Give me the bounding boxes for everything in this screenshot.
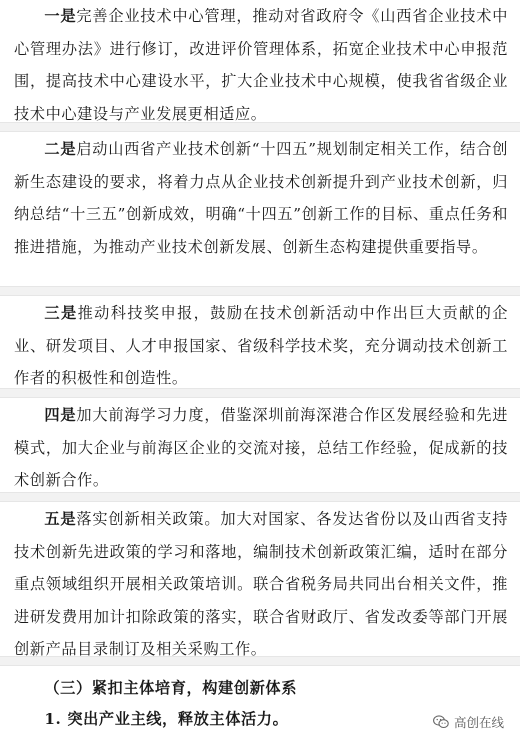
paragraph-5 bbox=[14, 503, 508, 666]
paragraph-3 bbox=[14, 297, 508, 395]
paragraph-lead: 四是 bbox=[44, 406, 77, 424]
paragraph-text: 加大前海学习力度，借鉴深圳前海深港合作区发展经验和先进模式，加大企业与前海区企业的交流对接，总结工作经验，促成新的技术创新合作。 bbox=[14, 406, 509, 489]
paragraph-lead: 一是 bbox=[44, 7, 77, 25]
watermark-text: 高创在线 bbox=[453, 715, 504, 730]
paragraph-text: 落实创新相关政策。加大对国家、各发达省份以及山西省支持技术创新先进政策的学习和落地，编制技术创新政策汇编，适时在部分重点领域组织开展相关政策培训。联合省税务局共同出台相关文件，推进研发费用加计扣除政策的落实，联合省财政厅、省发改委等部门开展创新产品目录制订及相关采购工作。 bbox=[14, 510, 509, 658]
paragraph-text: 推动科技奖申报，鼓励在技术创新活动中作出巨大贡献的企业、研发项目、人才申报国家、省级科学技术奖，充分调动技术创新工作者的积极性和创造性。 bbox=[14, 304, 508, 387]
paragraph-1 bbox=[14, 0, 508, 130]
paragraph-text: 启动山西省产业技术创新“十四五”规划制定相关工作，结合创新生态建设的要求，将着力点从企业技术创新提升到产业技术创新，归纳总结“十三五”创新成效，明确“十四五”创新工作的目标、重点任务和推进措施，为推动产业技术创新发展、创新生态构建提供重要指导。 bbox=[14, 140, 508, 256]
paragraph-lead: 三是 bbox=[44, 304, 78, 322]
section-heading: （三）紧扣主体培育，构建创新体系 bbox=[44, 679, 297, 697]
paragraph-4 bbox=[14, 399, 508, 497]
watermark bbox=[431, 712, 506, 732]
paragraph-lead: 五是 bbox=[44, 510, 77, 528]
wechat-icon bbox=[433, 715, 449, 729]
paragraph-text: 完善企业技术中心管理，推动对省政府令《山西省企业技术中心管理办法》进行修订，改进评价管理体系，拓宽企业技术中心申报范围，提高技术中心建设水平，扩大企业技术中心规模，使我省省级企业技术中心建设与产业发展更相适应。 bbox=[14, 7, 509, 123]
paragraph-lead: 二是 bbox=[44, 140, 77, 158]
item-heading: 1. 突出产业主线，释放主体活力。 bbox=[44, 710, 289, 728]
paragraph-2 bbox=[14, 133, 508, 263]
paragraph-divider bbox=[0, 286, 520, 296]
